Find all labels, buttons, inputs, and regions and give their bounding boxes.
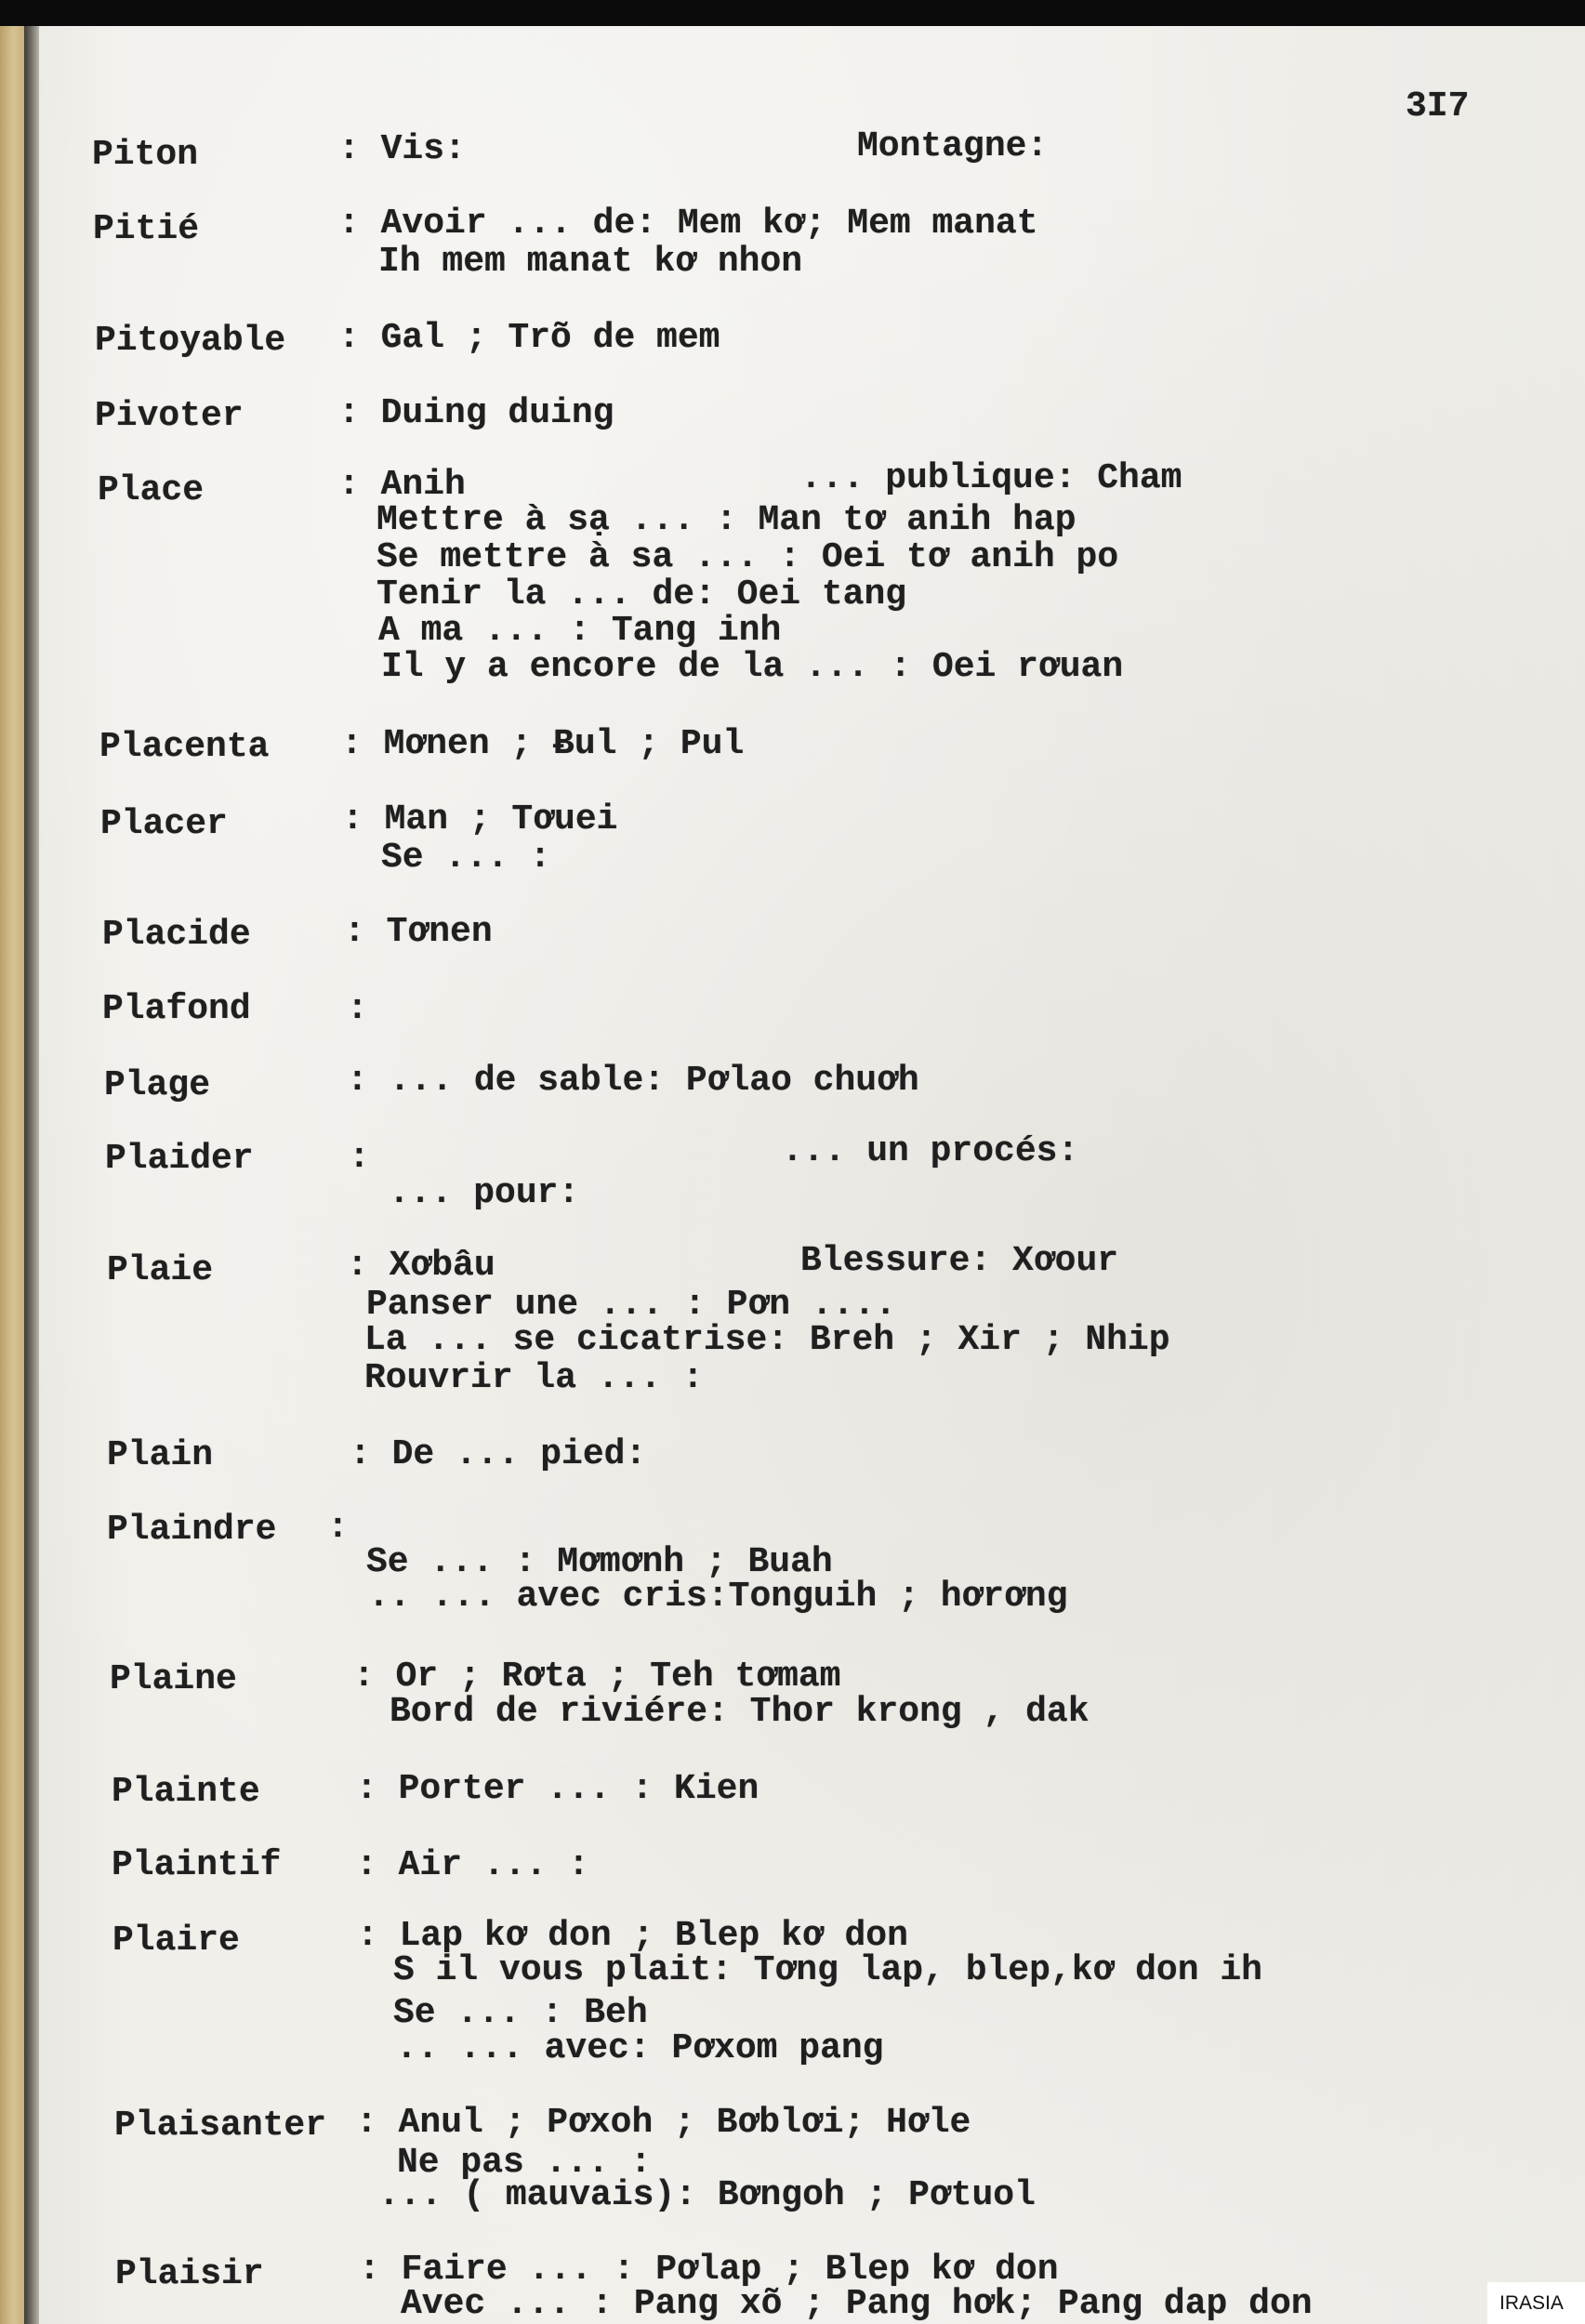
entry-definition: : Avoir ... de: Mem kơ; Mem manat bbox=[338, 204, 1038, 244]
entry-headword: Pivoter bbox=[95, 396, 244, 436]
entry-subline: Tenir la ... de: Oei tang bbox=[376, 574, 907, 614]
entry-subline: Ih mem manat kơ nhon bbox=[378, 242, 803, 282]
entry-subline: ... pour: bbox=[389, 1173, 580, 1213]
entry-headword: Plain bbox=[107, 1435, 214, 1475]
entry-definition: : Anul ; Pơxoh ; Bơblơi; Hơle bbox=[356, 2103, 971, 2143]
entry-headword: Placenta bbox=[99, 727, 270, 767]
entry-headword: Plaintif bbox=[112, 1845, 282, 1885]
entry-subline: ... ( mauvais): Bơngoh ; Pơtuol bbox=[378, 2175, 1036, 2215]
page-number: 3I7 bbox=[1406, 86, 1470, 126]
entry-headword: Plaindre bbox=[107, 1510, 277, 1550]
entry-headword: Plaine bbox=[110, 1659, 237, 1699]
entry-headword: Plainte bbox=[112, 1772, 260, 1812]
entry-definition: : ... de sable: Pơlao chuơh bbox=[347, 1061, 919, 1101]
entry-headword: Plaisanter bbox=[114, 2106, 327, 2146]
entry-aside-definition: Montagne: bbox=[857, 126, 1049, 166]
entry-headword: Placide bbox=[102, 915, 251, 955]
binding-shadow bbox=[24, 0, 39, 2324]
entry-aside-definition: ... un procés: bbox=[782, 1131, 1079, 1171]
entry-definition: : Faire ... : Pơlap ; Blep kơ don bbox=[359, 2250, 1059, 2290]
entry-definition: : Anih bbox=[338, 465, 466, 505]
entry-headword: Plaire bbox=[112, 1921, 240, 1961]
entry-definition: : Air ... : bbox=[356, 1845, 589, 1885]
entry-subline: Se ... : Mơmơnh ; Buah bbox=[366, 1542, 833, 1582]
entry-subline: Avec ... : Pang xõ ; Pang hơk; Pang dap don bbox=[401, 2284, 1313, 2324]
entry-definition: : Gal ; Trõ de mem bbox=[338, 318, 720, 358]
entry-headword: Plaider bbox=[105, 1139, 254, 1179]
entry-definition: : Xơbâu bbox=[347, 1246, 495, 1286]
entry-definition: : bbox=[327, 1508, 349, 1548]
entry-subline: .. ... avec cris:Tonguih ; hơrơng bbox=[368, 1577, 1068, 1617]
entry-headword: Placer bbox=[100, 804, 228, 844]
entry-headword: Plaie bbox=[107, 1250, 214, 1290]
entry-definition: : Porter ... : Kien bbox=[356, 1769, 759, 1809]
book-binding-edge bbox=[0, 0, 24, 2324]
entry-definition: : Mơnen ; Ƀul ; Pul bbox=[341, 724, 745, 764]
entry-aside-definition: Blessure: Xơour bbox=[800, 1241, 1119, 1281]
entry-headword: Plafond bbox=[102, 989, 251, 1029]
entry-subline: La ... se cicatrise: Breh ; Xir ; Nhip bbox=[364, 1320, 1170, 1360]
entry-definition: : Tơnen bbox=[344, 912, 493, 952]
entry-subline: Ne pas ... : bbox=[397, 2143, 652, 2183]
entry-headword: Pitié bbox=[93, 209, 200, 249]
entry-headword: Place bbox=[98, 470, 205, 510]
scan-top-border bbox=[0, 0, 1585, 26]
entry-definition: : bbox=[347, 989, 368, 1029]
entry-definition: : De ... pied: bbox=[350, 1434, 647, 1474]
entry-headword: Plaisir bbox=[115, 2254, 264, 2294]
entry-subline: S il vous plait: Tơng lap, blep,kơ don ih bbox=[393, 1950, 1262, 1990]
entry-subline: .. ... avec: Pơxom pang bbox=[396, 2028, 884, 2068]
entry-subline: Se ... : Beh bbox=[393, 1993, 648, 2033]
entry-definition: : Or ; Rơta ; Teh tơmam bbox=[353, 1657, 841, 1697]
entry-subline: Rouvrir la ... : bbox=[364, 1358, 704, 1398]
entry-aside-definition: ... publique: Cham bbox=[800, 458, 1182, 498]
entry-definition: : bbox=[349, 1138, 370, 1178]
entry-headword: Pitoyable bbox=[95, 321, 286, 361]
entry-definition: : Duing duing bbox=[338, 393, 614, 433]
entry-headword: Plage bbox=[104, 1065, 211, 1105]
entry-definition: : Vis: bbox=[338, 129, 466, 169]
entry-definition: : Man ; Tơuei bbox=[342, 799, 618, 839]
entry-subline: A ma ... : Tang inh bbox=[378, 611, 782, 651]
entry-subline: Panser une ... : Pơn .... bbox=[366, 1285, 897, 1325]
entry-headword: Piton bbox=[92, 135, 199, 175]
entry-definition: : Lap kơ don ; Blep kơ don bbox=[357, 1916, 908, 1956]
entry-subline: Mettre à sạ ... : Man tơ anih hap bbox=[376, 500, 1076, 540]
entry-subline: Se mettre à sa ... : Oei tơ anih po bbox=[376, 537, 1119, 577]
entry-subline: Bord de riviére: Thor krong , dak bbox=[390, 1692, 1090, 1732]
entry-subline: Se ... : bbox=[381, 838, 551, 878]
watermark-label: IRASIA bbox=[1499, 2292, 1564, 2314]
entry-subline: Il y a encore de la ... : Oei rơuan bbox=[381, 647, 1124, 687]
